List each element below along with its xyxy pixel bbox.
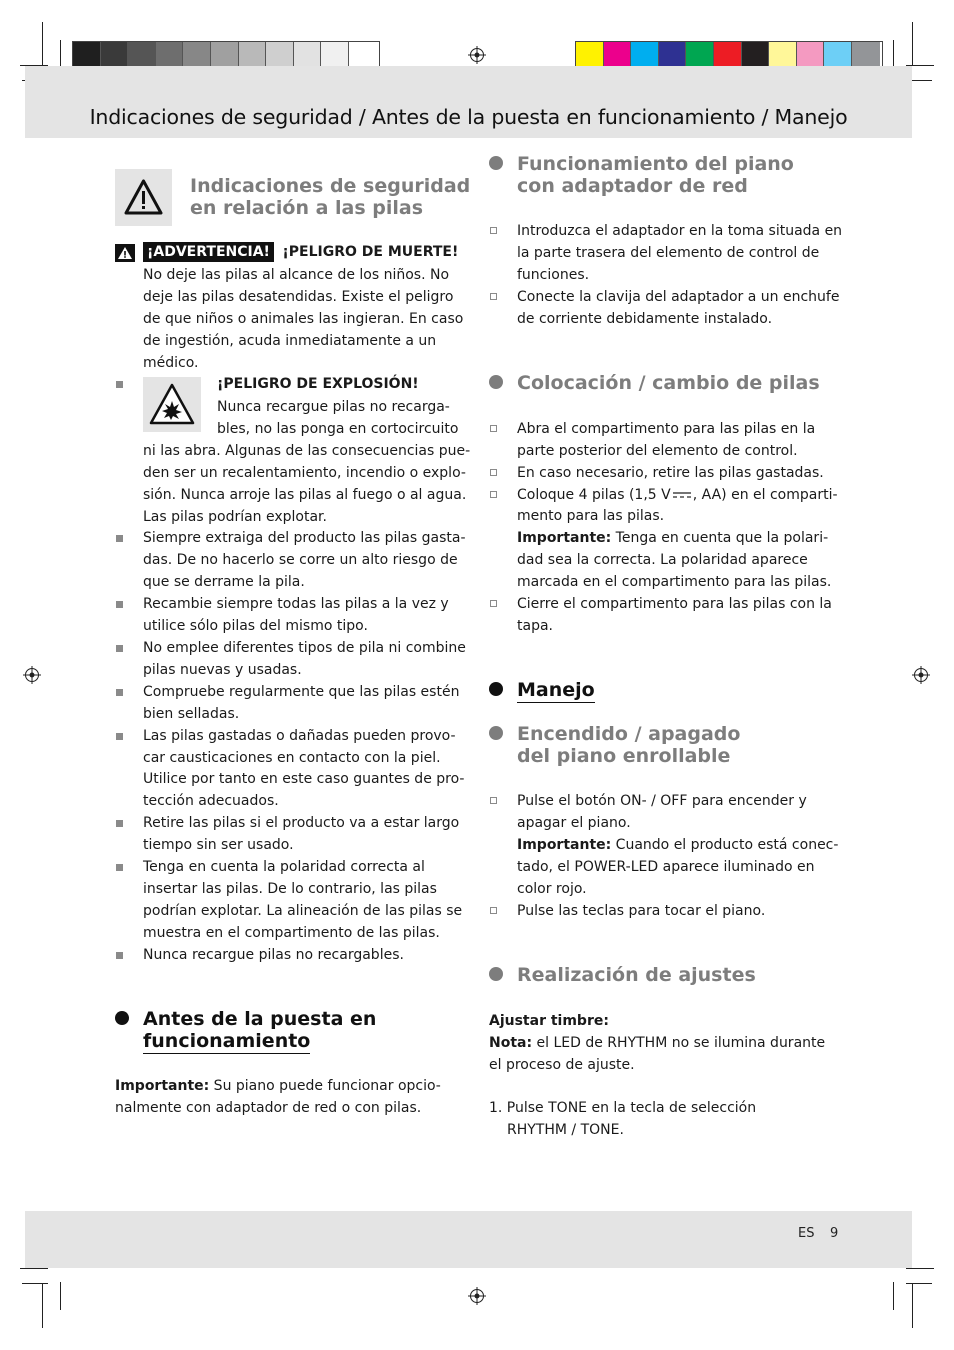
checkbox-bullet	[490, 425, 497, 432]
explosion-heading: ¡PELIGRO DE EXPLOSIÓN!	[217, 376, 419, 392]
text-line: de que niños o animales las ingieran. En caso	[143, 311, 464, 327]
list-item: la parte trasera del elemento de control de	[517, 245, 820, 261]
text-line: ni las abra. Algunas de las consecuencias pue-	[143, 443, 471, 459]
text-line: de ingestión, acuda inmediatamente a un	[143, 333, 437, 349]
warning-heading: ¡PELIGRO DE MUERTE!	[282, 244, 459, 260]
section-heading-power: Encendido / apagado	[517, 723, 740, 745]
color-swatch	[604, 42, 632, 68]
text-line: deje las pilas desatendidas. Existe el peligro	[143, 289, 454, 305]
section-heading-adapter: Funcionamiento del piano	[517, 153, 794, 175]
adjust-heading: Ajustar timbre:	[489, 1013, 609, 1029]
section-heading-operation: Manejo	[517, 679, 595, 701]
registration-mark-icon	[23, 666, 41, 684]
list-item: parte posterior del elemento de control.	[517, 443, 798, 459]
warning-triangle-icon	[115, 169, 172, 226]
list-item: das. De no hacerlo se corre un alto riesgo de	[143, 552, 458, 568]
text-line: marcada en el compartimento para las pilas.	[517, 574, 832, 590]
color-swatch	[128, 42, 156, 68]
text-line: No deje las pilas al alcance de los niños. No	[143, 267, 450, 283]
list-item: bien selladas.	[143, 706, 240, 722]
list-item: Abra el compartimento para las pilas en la	[517, 421, 816, 437]
crop-mark	[42, 22, 43, 66]
crop-mark	[912, 22, 913, 66]
crop-mark	[912, 1284, 913, 1328]
checkbox-bullet	[490, 227, 497, 234]
important-line: Importante: Su piano puede funcionar opcio-	[115, 1078, 441, 1094]
text-line: tado, el POWER-LED aparece iluminado en	[517, 859, 815, 875]
section-heading-power-l2: del piano enrollable	[517, 745, 731, 767]
color-swatch	[321, 42, 349, 68]
text-line: Las pilas podrían explotar.	[143, 509, 327, 525]
registration-mark-icon	[468, 46, 486, 64]
crop-mark	[60, 40, 61, 68]
step-item: 1. Pulse TONE en la tecla de selección	[489, 1100, 757, 1116]
crop-mark	[906, 1283, 932, 1284]
text-line: den ser un recalentamiento, incendio o explo-	[143, 465, 466, 481]
warning-line	[143, 241, 458, 263]
crop-mark	[893, 1282, 894, 1310]
warning-small-icon	[115, 244, 135, 262]
list-item: Pulse el botón ON- / OFF para encender y	[517, 793, 807, 809]
crop-mark	[42, 1284, 43, 1328]
list-item: Nunca recargue pilas no recargables.	[143, 947, 404, 963]
text-line: el proceso de ajuste.	[489, 1057, 635, 1073]
bullet-square	[116, 864, 123, 871]
list-item: Compruebe regularmente que las pilas estén	[143, 684, 460, 700]
dc-symbol-icon	[672, 490, 692, 500]
text-line: sión. Nunca arroje las pilas al fuego o al agua.	[143, 487, 467, 503]
important-line: Importante: Cuando el producto está conec-	[517, 837, 839, 853]
section-heading-safety-l2: en relación a las pilas	[190, 197, 424, 219]
list-item: tección adecuados.	[143, 793, 279, 809]
color-swatch	[266, 42, 294, 68]
list-item: insertar las pilas. De lo contrario, las pilas	[143, 881, 437, 897]
page-title: Indicaciones de seguridad / Antes de la puesta en funcionamiento / Manejo	[89, 105, 848, 129]
list-item: Coloque 4 pilas (1,5 V , AA) en el comparti-	[517, 487, 838, 503]
text-line: color rojo.	[517, 881, 587, 897]
color-swatch	[101, 42, 129, 68]
crop-mark	[906, 1268, 934, 1269]
list-item: Siempre extraiga del producto las pilas gasta-	[143, 530, 466, 546]
color-swatch	[742, 42, 770, 68]
registration-mark-icon	[912, 666, 930, 684]
page-number: 9	[830, 1226, 839, 1241]
list-item: No emplee diferentes tipos de pila ni combine	[143, 640, 466, 656]
text-line: dad sea la correcta. La polaridad aparece	[517, 552, 808, 568]
list-item: Recambie siempre todas las pilas a la vez y	[143, 596, 449, 612]
list-item: de corriente debidamente instalado.	[517, 311, 773, 327]
color-swatch	[631, 42, 659, 68]
text-line: Nunca recargue pilas no recarga-	[217, 399, 450, 415]
list-item: mento para las pilas.	[517, 508, 665, 524]
text-line: nalmente con adaptador de red o con pilas.	[115, 1100, 422, 1116]
checkbox-bullet	[490, 600, 497, 607]
registration-mark-icon	[468, 1287, 486, 1305]
color-swatch	[211, 42, 239, 68]
list-item: utilice sólo pilas del mismo tipo.	[143, 618, 368, 634]
list-item: que se derrame la pila.	[143, 574, 305, 590]
section-heading-settings: Realización de ajustes	[517, 964, 756, 986]
checkbox-bullet	[490, 907, 497, 914]
list-item: tiempo sin ser usado.	[143, 837, 294, 853]
checkbox-bullet	[490, 797, 497, 804]
list-item: car causticaciones en contacto con la piel.	[143, 750, 441, 766]
color-swatch	[797, 42, 825, 68]
list-item: En caso necesario, retire las pilas gastadas.	[517, 465, 824, 481]
footer-language: ES	[798, 1226, 815, 1241]
list-item: apagar el piano.	[517, 815, 631, 831]
color-swatch	[73, 42, 101, 68]
list-item: podrían explotar. La alineación de las pilas se	[143, 903, 463, 919]
checkbox-bullet	[490, 293, 497, 300]
list-item: tapa.	[517, 618, 553, 634]
color-swatch	[852, 42, 880, 68]
crop-mark	[20, 1268, 48, 1269]
section-heading-before-use: Antes de la puesta en	[143, 1008, 376, 1030]
explosion-box	[143, 377, 201, 432]
list-item: Conecte la clavija del adaptador a un enchufe	[517, 289, 840, 305]
process-color-bar	[575, 41, 883, 69]
important-line: Importante: Tenga en cuenta que la polari-	[517, 530, 829, 546]
step-item: RHYTHM / TONE.	[507, 1122, 624, 1138]
list-item: pilas nuevas y usadas.	[143, 662, 302, 678]
grayscale-color-bar	[72, 41, 380, 69]
list-item: Retire las pilas si el producto va a estar largo	[143, 815, 460, 831]
section-heading-safety: Indicaciones de seguridad	[190, 175, 471, 197]
color-swatch	[156, 42, 184, 68]
warning-box	[115, 169, 172, 226]
color-swatch	[576, 42, 604, 68]
note-line: Nota: el LED de RHYTHM no se ilumina durante	[489, 1035, 826, 1051]
color-swatch	[239, 42, 267, 68]
color-swatch	[686, 42, 714, 68]
bullet-square	[116, 952, 123, 959]
color-swatch	[659, 42, 687, 68]
bullet-square	[116, 535, 123, 542]
list-item: Tenga en cuenta la polaridad correcta al	[143, 859, 425, 875]
bullet-square	[116, 601, 123, 608]
bullet-square	[116, 733, 123, 740]
bullet-square	[116, 381, 123, 388]
checkbox-bullet	[490, 491, 497, 498]
color-swatch	[714, 42, 742, 68]
bullet-square	[116, 645, 123, 652]
list-item: Utilice por tanto en este caso guantes de pro-	[143, 771, 465, 787]
section-heading-batteries: Colocación / cambio de pilas	[517, 372, 820, 394]
section-heading-before-use-l2: funcionamiento	[143, 1030, 311, 1052]
list-item: muestra en el compartimento de las pilas.	[143, 925, 440, 941]
crop-mark	[893, 40, 894, 68]
footer-band	[25, 1211, 912, 1268]
checkbox-bullet	[490, 469, 497, 476]
crop-mark	[22, 1283, 48, 1284]
section-heading-adapter-l2: con adaptador de red	[517, 175, 748, 197]
list-item: Cierre el compartimento para las pilas con la	[517, 596, 832, 612]
bullet-square	[116, 820, 123, 827]
color-swatch	[824, 42, 852, 68]
warning-badge: ¡ADVERTENCIA!	[143, 242, 274, 262]
color-swatch	[294, 42, 322, 68]
list-item: Pulse las teclas para tocar el piano.	[517, 903, 766, 919]
text-line: médico.	[143, 355, 199, 371]
list-item: Introduzca el adaptador en la toma situada en	[517, 223, 843, 239]
color-swatch	[769, 42, 797, 68]
color-swatch	[349, 42, 377, 68]
text-line: bles, no las ponga en cortocircuito	[217, 421, 459, 437]
bullet-square	[116, 689, 123, 696]
explosion-hazard-icon	[143, 377, 201, 432]
list-item: Las pilas gastadas o dañadas pueden provo-	[143, 728, 456, 744]
color-swatch	[183, 42, 211, 68]
crop-mark	[60, 1282, 61, 1310]
list-item: funciones.	[517, 267, 590, 283]
